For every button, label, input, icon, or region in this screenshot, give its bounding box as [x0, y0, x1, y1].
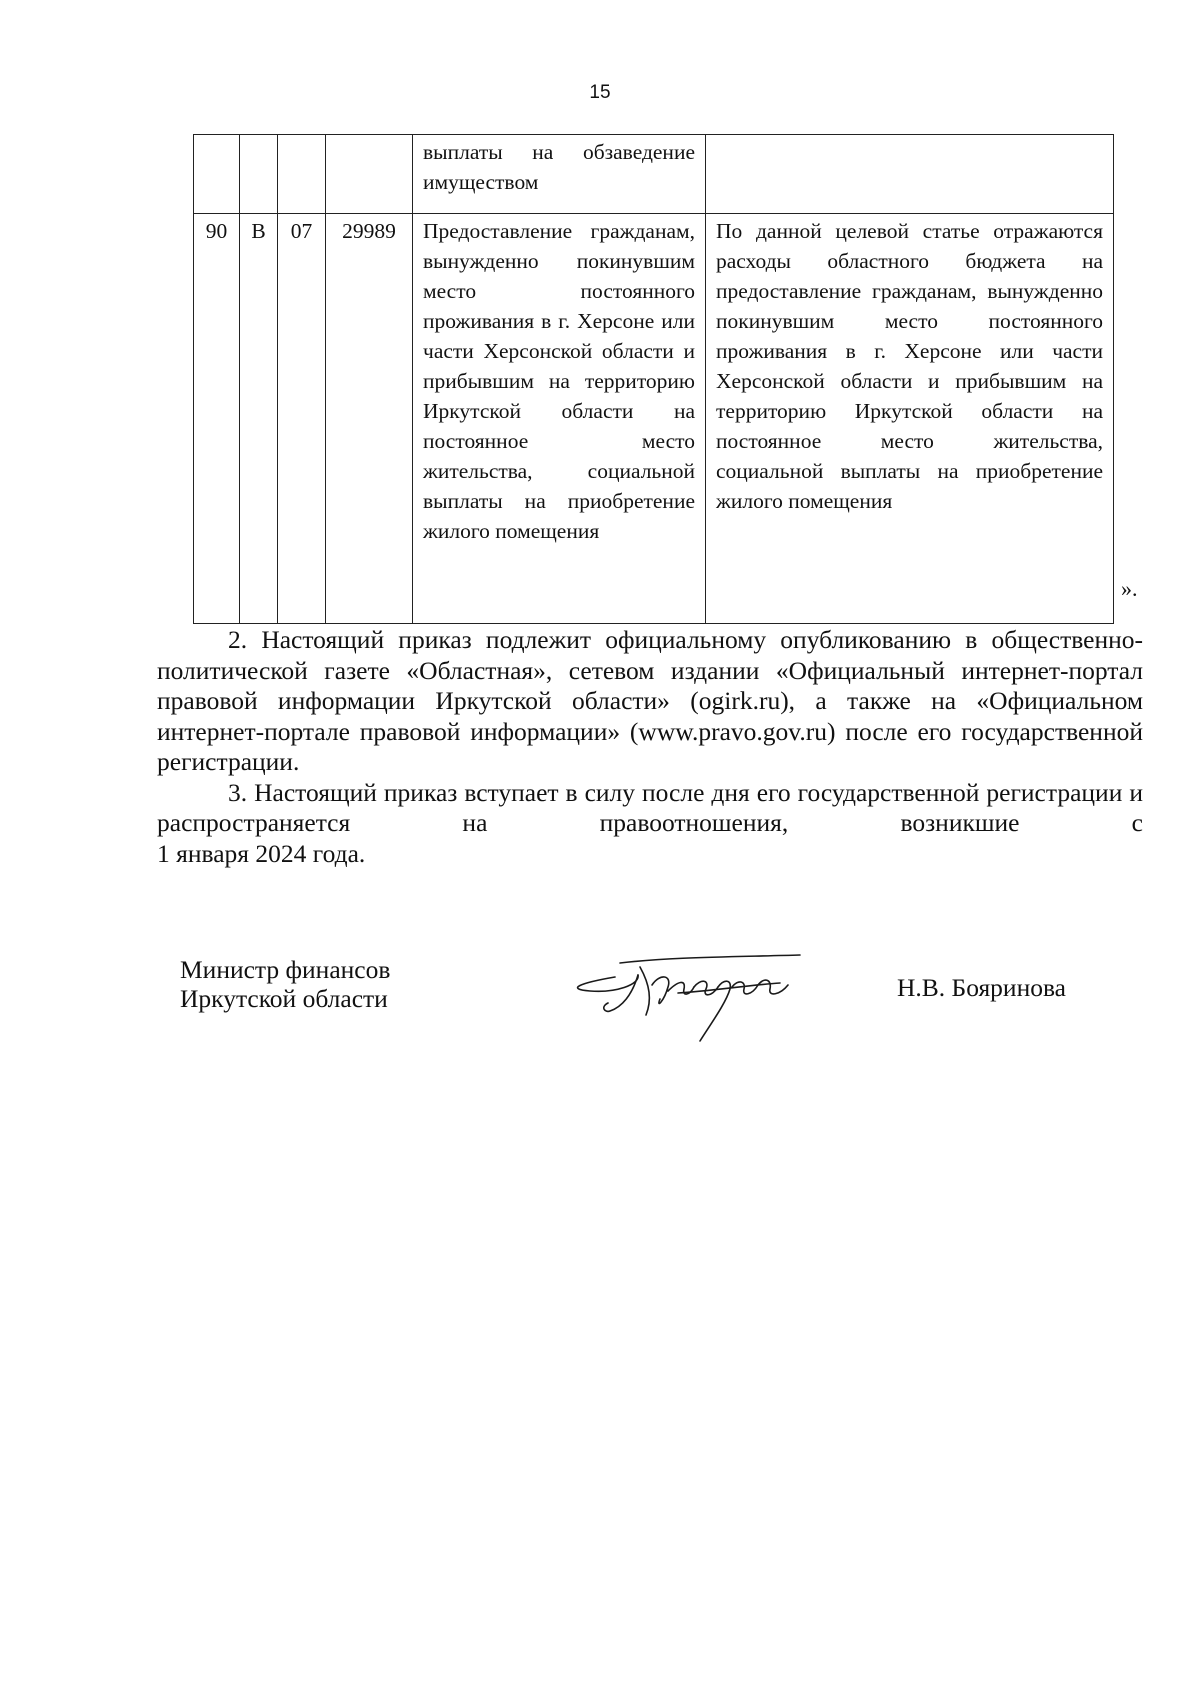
cell-code-2: В	[240, 214, 278, 624]
signatory-position	[180, 955, 390, 1013]
cell-code-3: 07	[278, 214, 326, 624]
cell-article-description: По данной целевой статье отражаются расходы областного бюджета на предоставление гражданам, вынужденно покинувшим место постоянного проживания в г. Херсоне или части Херсонской области и прибывшим на территорию Иркутской области на постоянное место жительства, социальной выплаты на приобретение жилого помещения	[706, 214, 1114, 624]
cell-code-1	[194, 135, 240, 214]
cell-article-name: выплаты на обзаведение имуществом	[413, 135, 706, 214]
table-row	[194, 135, 1114, 214]
cell-code-4	[326, 135, 413, 214]
order-paragraphs	[157, 625, 1143, 869]
cell-code-2	[240, 135, 278, 214]
signer-name: Н.В. Бояринова	[897, 973, 1066, 1002]
handwritten-signature	[560, 945, 830, 1045]
paragraph-3: 3. Настоящий приказ вступает в силу после дня его государственной регистрации и распространяется на правоотношения, возникшие с	[157, 777, 1143, 837]
paragraph-3-end: 1 января 2024 года.	[157, 838, 366, 868]
position-line-2: Иркутской области	[180, 984, 388, 1013]
cell-article-description	[706, 135, 1114, 214]
paragraph-2: 2. Настоящий приказ подлежит официальному опубликованию в общественно-политической газете «Областная», сетевом издании «Официальный интернет-портал правовой информации Иркутской области» (ogirk.ru), а также на «Официальном интернет-портале правовой информации» (www.pravo.gov.ru) после его государственной регистрации.	[157, 625, 1143, 776]
cell-article-name: Предоставление гражданам, вынужденно покинувшим место постоянного проживания в г. Херсоне или части Херсонской области и прибывшим на территорию Иркутской области на постоянное место жительства, социальной выплаты на приобретение жилого помещения	[413, 214, 706, 624]
cell-code-3	[278, 135, 326, 214]
table-row	[194, 214, 1114, 624]
position-line-1: Министр финансов	[180, 955, 391, 984]
cell-code-1: 90	[194, 214, 240, 624]
budget-classification-table	[193, 134, 1114, 624]
cell-code-4: 29989	[326, 214, 413, 624]
page-number: 15	[589, 82, 611, 103]
closing-quote: ».	[1121, 576, 1138, 601]
